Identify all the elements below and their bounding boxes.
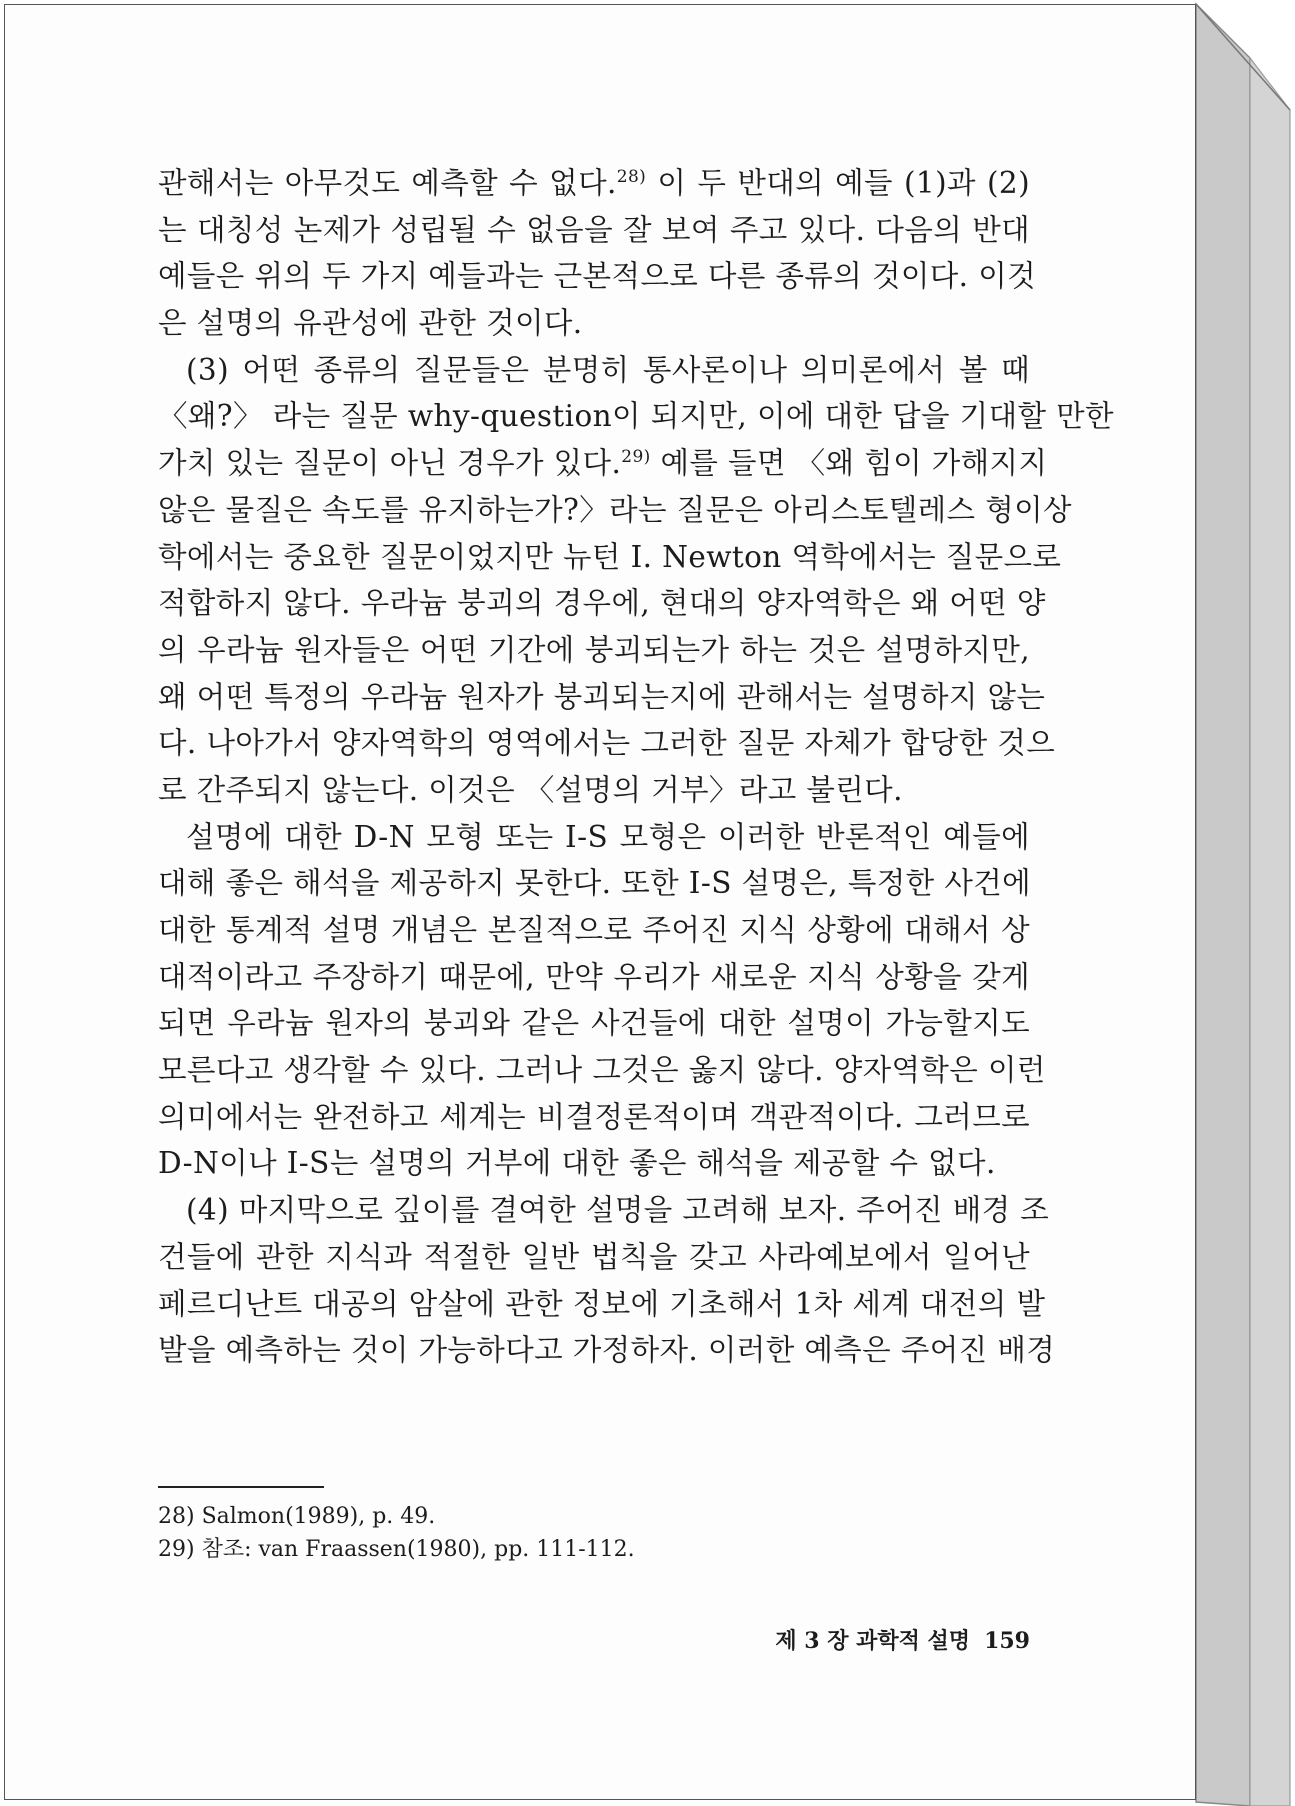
footnote-ref-29: 29) <box>621 447 651 468</box>
body-line-5: (3) 어떤 종류의 질문들은 분명히 통사론이나 의미론에서 볼 때 <box>186 352 1030 387</box>
body-line-24: 건들에 관한 지식과 적절한 일반 법칙을 갖고 사라예보에서 일어난 <box>158 1239 1030 1274</box>
footnote-28: 28) Salmon(1989), p. 49. <box>158 1504 436 1529</box>
body-line-12: 왜 어떤 특정의 우라늄 원자가 붕괴되는지에 관해서는 설명하지 않는 <box>158 679 1046 714</box>
body-line-4: 은 설명의 유관성에 관한 것이다. <box>158 306 583 341</box>
body-line-23: (4) 마지막으로 깊이를 결여한 설명을 고려해 보자. 주어진 배경 조 <box>186 1193 1050 1228</box>
body-line-18: 대적이라고 주장하기 때문에, 만약 우리가 새로운 지식 상황을 갖게 <box>158 959 1030 994</box>
footnote-29: 29) 참조: van Fraassen(1980), pp. 111-112. <box>158 1537 635 1562</box>
body-line-15: 설명에 대한 D-N 모형 또는 I-S 모형은 이러한 반론적인 예들에 <box>186 819 1030 854</box>
body-line-1 <box>158 160 1030 207</box>
body-line-20: 모른다고 생각할 수 있다. 그러나 그것은 옳지 않다. 양자역학은 이런 <box>158 1053 1046 1088</box>
body-line-13: 다. 나아가서 양자역학의 영역에서는 그러한 질문 자체가 합당한 것으 <box>158 726 1056 761</box>
body-line-14: 로 간주되지 않는다. 이것은 〈설명의 거부〉라고 불린다. <box>158 772 903 807</box>
body-line-19: 되면 우라늄 원자의 붕괴와 같은 사건들에 대한 설명이 가능할지도 <box>158 1006 1030 1041</box>
body-line-17: 대한 통계적 설명 개념은 본질적으로 주어진 지식 상황에 대해서 상 <box>158 913 1030 947</box>
body-line-21: 의미에서는 완전하고 세계는 비결정론적이며 객관적이다. 그러므로 <box>158 1099 1030 1134</box>
body-line-9: 학에서는 중요한 질문이었지만 뉴턴 I. Newton 역학에서는 질문으로 <box>158 539 1062 574</box>
body-line-1-head: 관해서는 아무것도 예측할 수 없다. <box>158 166 617 200</box>
body-line-11: 의 우라늄 원자들은 어떤 기간에 붕괴되는가 하는 것은 설명하지만, <box>158 632 1030 667</box>
body-line-1-tail: 이 두 반대의 예들 (1)과 (2) <box>646 166 1030 200</box>
body-line-26: 발을 예측하는 것이 가능하다고 가정하자. 이러한 예측은 주어진 배경 <box>158 1333 1056 1368</box>
footnotes <box>158 1500 1030 1566</box>
footnote-ref-28: 28) <box>616 167 647 187</box>
running-footer <box>760 1624 1030 1655</box>
footnote-divider <box>158 1486 324 1488</box>
body-line-6: 〈왜?〉 라는 질문 why-question이 되지만, 이에 대한 답을 기대할 만한 <box>158 399 1114 434</box>
body-line-25: 페르디난트 대공의 암살에 관한 정보에 기초해서 1차 세계 대전의 발 <box>158 1286 1046 1321</box>
body-line-10: 적합하지 않다. 우라늄 붕괴의 경우에, 현대의 양자역학은 왜 어떤 양 <box>158 586 1046 621</box>
chapter-title: 제 3 장 과학적 설명 <box>775 1628 971 1654</box>
body-text <box>158 160 1114 1374</box>
body-line-16: 대해 좋은 해석을 제공하지 못한다. 또한 I-S 설명은, 특정한 사건에 <box>158 866 1032 901</box>
page-number: 159 <box>984 1628 1030 1654</box>
body-line-2: 는 대칭성 논제가 성립될 수 없음을 잘 보여 주고 있다. 다음의 반대 <box>158 212 1030 247</box>
body-line-7-tail: 예를 들면 〈왜 힘이 가해지지 <box>650 446 1048 481</box>
body-line-7-head: 가치 있는 질문이 아닌 경우가 있다. <box>158 446 622 481</box>
body-line-22: D-N이나 I-S는 설명의 거부에 대한 좋은 해석을 제공할 수 없다. <box>158 1146 996 1181</box>
body-line-3: 예들은 위의 두 가지 예들과는 근본적으로 다른 종류의 것이다. 이것 <box>158 259 1036 294</box>
body-line-8: 않은 물질은 속도를 유지하는가?〉라는 질문은 아리스토텔레스 형이상 <box>158 492 1072 527</box>
body-line-7 <box>158 440 1048 487</box>
